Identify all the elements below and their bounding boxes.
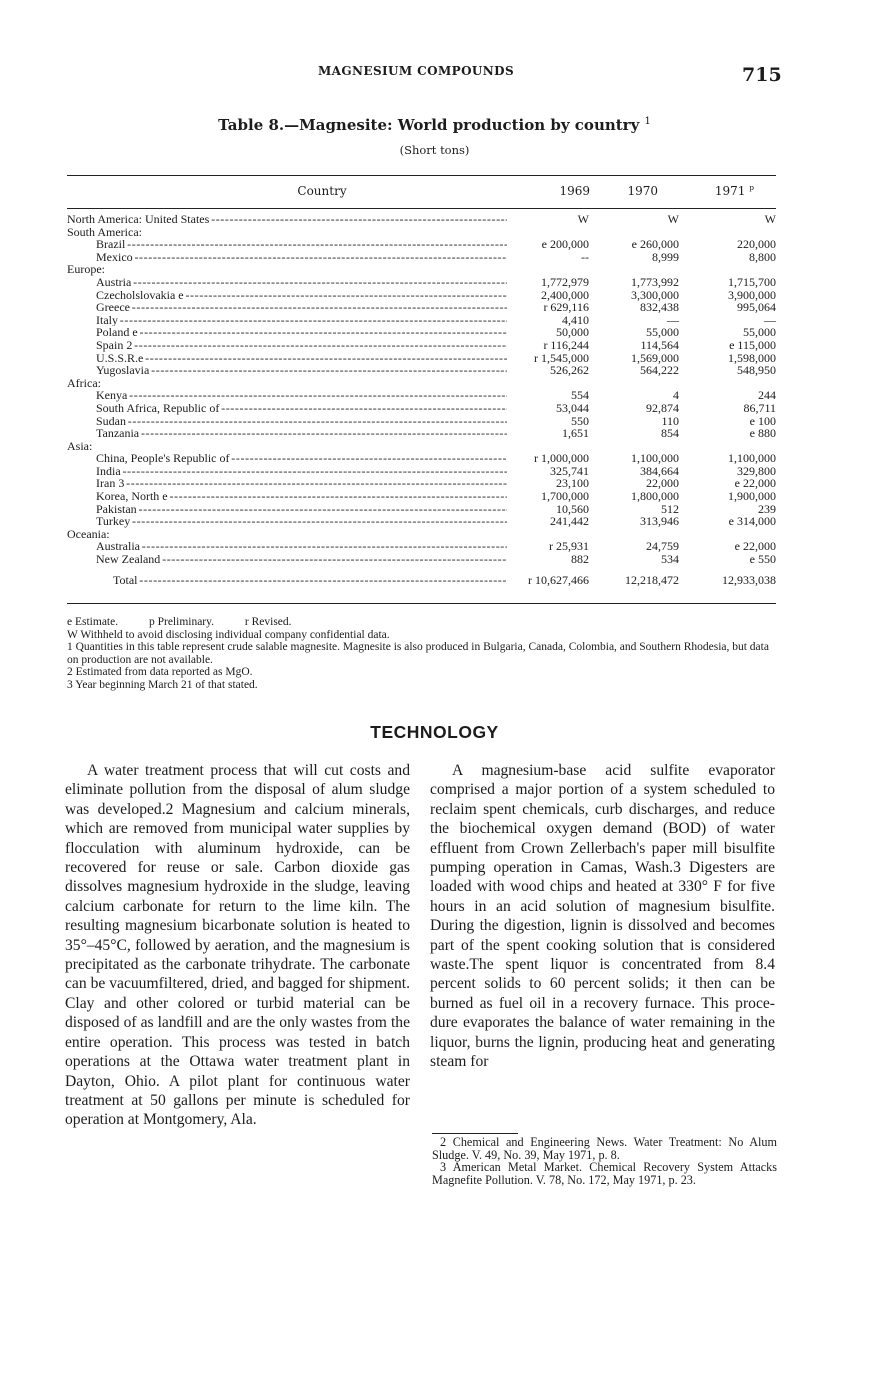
value-1971: 1,900,000	[728, 489, 776, 504]
footnote-2: 2 Chemical and Engineering News. Water Treatment: No Alum Sludge. V. 49, No. 39, May 1971, p. 8.	[432, 1135, 777, 1162]
table-row	[67, 452, 776, 465]
table-row	[67, 238, 776, 251]
body-column-right	[430, 761, 775, 1072]
value-1971: 8,800	[749, 249, 776, 264]
value-1970: 313,946	[640, 514, 679, 529]
page-number: 715	[742, 64, 782, 86]
table-notes-legend	[67, 616, 779, 629]
table-row	[67, 251, 776, 264]
value-1970: 55,000	[646, 325, 679, 340]
country-name: Tanzania - - -	[96, 427, 507, 440]
country-name: Mexico - - -	[96, 251, 507, 264]
table-row	[67, 276, 776, 289]
value-1970: 832,438	[640, 300, 679, 315]
footnote-rule	[432, 1133, 518, 1134]
table-row	[67, 490, 776, 503]
value-1969: r 1,000,000	[534, 451, 589, 466]
value-1971: 548,950	[737, 363, 776, 378]
table-row	[67, 364, 776, 377]
table-row	[67, 553, 776, 566]
value-1971: 55,000	[743, 325, 776, 340]
value-1971: e 880	[749, 426, 776, 441]
value-1971: W	[764, 212, 776, 226]
value-1970: 22,000	[646, 476, 679, 491]
section-heading: TECHNOLOGY	[370, 722, 499, 742]
table-title	[0, 116, 869, 134]
country-name: Italy - - -	[96, 314, 507, 327]
country-name: Turkey - - -	[96, 515, 507, 528]
running-head: MAGNESIUM COMPOUNDS	[318, 64, 515, 78]
region-label: Asia:	[67, 439, 93, 453]
value-1970: —	[667, 312, 679, 327]
country-name: Australia - - -	[96, 540, 507, 553]
value-1970: 1,800,000	[631, 489, 679, 504]
country-name: Brazil - - -	[96, 238, 507, 251]
value-1970: 1,569,000	[631, 350, 679, 365]
value-1969: --	[581, 249, 589, 264]
note-preliminary: p Preliminary.	[148, 616, 215, 628]
value-1969: 241,442	[550, 514, 589, 529]
value-1970: 564,222	[640, 363, 679, 378]
column-header-1971-year: 1971	[714, 184, 746, 198]
value-1971: 329,800	[737, 463, 776, 478]
table-top-rule	[67, 175, 776, 176]
value-1971: e 22,000	[734, 539, 776, 554]
value-1970: W	[667, 212, 679, 226]
region-label: Oceania:	[67, 527, 110, 541]
table-body	[67, 213, 776, 586]
value-1971: e 314,000	[728, 514, 776, 529]
country-name: North America: United States - - -	[67, 213, 507, 226]
table-total-row	[67, 574, 776, 587]
country-name: China, People's Republic of - - -	[96, 452, 507, 465]
value-1969: e 200,000	[541, 237, 589, 252]
table-row	[67, 427, 776, 440]
value-1971: 86,711	[743, 400, 776, 415]
total-value-1970: 12,218,472	[625, 572, 679, 587]
region-label: Africa:	[67, 376, 101, 390]
table-row	[67, 377, 776, 390]
value-1969: 550	[571, 413, 589, 428]
table-title-text: Table 8.—Magnesite: World production by country	[218, 116, 640, 134]
value-1969: 2,400,000	[541, 287, 589, 302]
country-name: Czecholslovakia e - - -	[96, 289, 507, 302]
paragraph-sulfite-evaporator: A magnesium-base acid sulfite evaporator comprised a major portion of a system scheduled to reclaim spent chemicals, curb discharges, and reduce the biochemical oxygen demand (BOD) of water effluent from Crown Zellerbach's paper mill bisulfite pumping operation in Camas, Wash.3 Digesters are loaded with wood chips and heated at 330° F for five hours in an acid solution of magnesium bisulfite. During the digestion, lignin is dissolved and becomes part of the spent cooking solution that is considered waste.The spent liquor is concentrated from 8.4 percent solids to 60 percent solids; it then can be burned as fuel oil in a recovery furnace. This procedure evaporates the balance of water remaining in the liquor, burns the lignin, producing heat and generating steam for	[430, 762, 775, 1071]
total-value-1969: r 10,627,466	[528, 572, 589, 587]
value-1969: r 25,931	[549, 539, 589, 554]
table-subtitle: (Short tons)	[399, 143, 470, 157]
value-1969: 23,100	[556, 476, 589, 491]
table-row	[67, 301, 776, 314]
region-label: South America:	[67, 225, 142, 239]
value-1971: —	[764, 312, 776, 327]
country-name: Poland e - - -	[96, 326, 507, 339]
value-1969: 1,700,000	[541, 489, 589, 504]
value-1969: 50,000	[556, 325, 589, 340]
value-1969: 1,651	[562, 426, 589, 441]
value-1971: e 115,000	[729, 337, 776, 352]
total-label: Total - - -	[113, 574, 507, 587]
table-row	[67, 339, 776, 352]
value-1971: 244	[758, 388, 776, 403]
value-1971: 220,000	[737, 237, 776, 252]
table-row	[67, 213, 776, 226]
body-column-left	[65, 761, 410, 1130]
country-name: South Africa, Republic of - - -	[96, 402, 507, 415]
country-name: Kenya - - -	[96, 389, 507, 402]
value-1969: r 629,116	[543, 300, 589, 315]
note-revised: r Revised.	[244, 616, 292, 628]
footnotes	[432, 1136, 777, 1186]
table-row	[67, 402, 776, 415]
country-name: Yugoslavia - - -	[96, 364, 507, 377]
value-1971: e 100	[749, 413, 776, 428]
value-1969: 1,772,979	[541, 274, 589, 289]
value-1969: 325,741	[550, 463, 589, 478]
country-name: India - - -	[96, 465, 507, 478]
country-name: Pakistan - - -	[96, 503, 507, 516]
value-1969: W	[577, 212, 589, 226]
column-header-1971	[704, 184, 754, 198]
column-header-1969: 1969	[559, 184, 590, 198]
column-header-1970: 1970	[627, 184, 658, 198]
table-bottom-rule	[67, 603, 776, 604]
value-1969: 526,262	[550, 363, 589, 378]
value-1970: 534	[661, 552, 679, 567]
value-1970: 854	[661, 426, 679, 441]
value-1970: 384,664	[640, 463, 679, 478]
country-name: New Zealand - - -	[96, 553, 507, 566]
country-name: Sudan - - -	[96, 415, 507, 428]
value-1970: 8,999	[652, 249, 679, 264]
region-label: Europe:	[67, 263, 105, 276]
value-1970: 114,564	[640, 337, 679, 352]
value-1970: 24,759	[646, 539, 679, 554]
value-1970: 512	[661, 501, 679, 516]
value-1971: 1,715,700	[728, 274, 776, 289]
value-1970: 110	[661, 413, 679, 428]
note-3: 3 Year beginning March 21 of that stated.	[67, 678, 258, 691]
value-1969: 882	[571, 552, 589, 567]
note-2: 2 Estimated from data reported as MgO.	[67, 666, 253, 678]
country-name: Spain 2 - - -	[96, 339, 507, 352]
value-1969: 554	[571, 388, 589, 403]
paragraph-water-treatment: A water treatment process that will cut costs and eliminate pollution from the disposal of alum sludge was developed.2 Magnesium and calcium minerals, which are removed from municipal water supplies by flocculation with aluminum hydroxide, can be recovered for reuse or sale. Carbon dioxide gas dissolves magnesium hydroxide in the sludge, leaving calcium carbonate for return to the lime kiln. The resulting magnesium bicarbonate solution is heated to 35°–45°C, followed by aeration, and the magnesium is precipitated as the carbonate trihydrate. The carbonate can be vacuumfiltered, dried, and bagged for shipment. Clay and other colored or turbid material can be disposed of as landfill and are the only wastes from the entire operation. This process was tested in batch operations at the Ottawa water treatment plant in Dayton, Ohio. A pilot plant for continuous water treatment at 50 gallons per minute is scheduled for operation at Montgomery, Ala.	[65, 762, 410, 1129]
value-1970: 1,773,992	[631, 274, 679, 289]
value-1970: 92,874	[646, 400, 679, 415]
country-name: Austria - - -	[96, 276, 507, 289]
value-1970: 4	[673, 388, 679, 403]
value-1971: 239	[758, 501, 776, 516]
footnote-3: 3 American Metal Market. Chemical Recovery System Attacks Magnefite Pollution. V. 78, No. 172, May 1971, p. 23.	[432, 1160, 777, 1187]
value-1971: 1,598,000	[728, 350, 776, 365]
value-1971: 995,064	[737, 300, 776, 315]
country-name: Iran 3 - - -	[96, 477, 507, 490]
table-header-rule	[67, 208, 776, 209]
value-1970: 3,300,000	[631, 287, 679, 302]
value-1971: e 22,000	[734, 476, 776, 491]
country-name: Greece - - -	[96, 301, 507, 314]
value-1969: r 116,244	[543, 337, 589, 352]
value-1970: 1,100,000	[631, 451, 679, 466]
table-row	[67, 515, 776, 528]
note-estimate: e Estimate.	[67, 616, 119, 628]
value-1969: 10,560	[556, 501, 589, 516]
value-1969: r 1,545,000	[534, 350, 589, 365]
value-1969: 53,044	[556, 400, 589, 415]
total-value-1971: 12,933,038	[722, 572, 776, 587]
country-name: Korea, North e - - -	[96, 490, 507, 503]
note-withheld: W Withheld to avoid disclosing individual company confidential data.	[67, 628, 390, 641]
value-1969: 4,410	[562, 312, 589, 327]
country-name: U.S.S.R.e - - -	[96, 352, 507, 365]
column-header-country: Country	[297, 184, 347, 198]
table-title-footnote-ref: 1	[644, 116, 651, 127]
table-notes	[67, 616, 779, 691]
column-header-1971-note: p	[749, 183, 754, 192]
value-1971: 1,100,000	[728, 451, 776, 466]
value-1971: 3,900,000	[728, 287, 776, 302]
value-1971: e 550	[749, 552, 776, 567]
value-1970: e 260,000	[631, 237, 679, 252]
note-1: 1 Quantities in this table represent crude salable magnesite. Magnesite is also produced in Bulgaria, Canada, Colombia, and Southern Rhodesia, but data on production are not available.	[67, 641, 769, 666]
